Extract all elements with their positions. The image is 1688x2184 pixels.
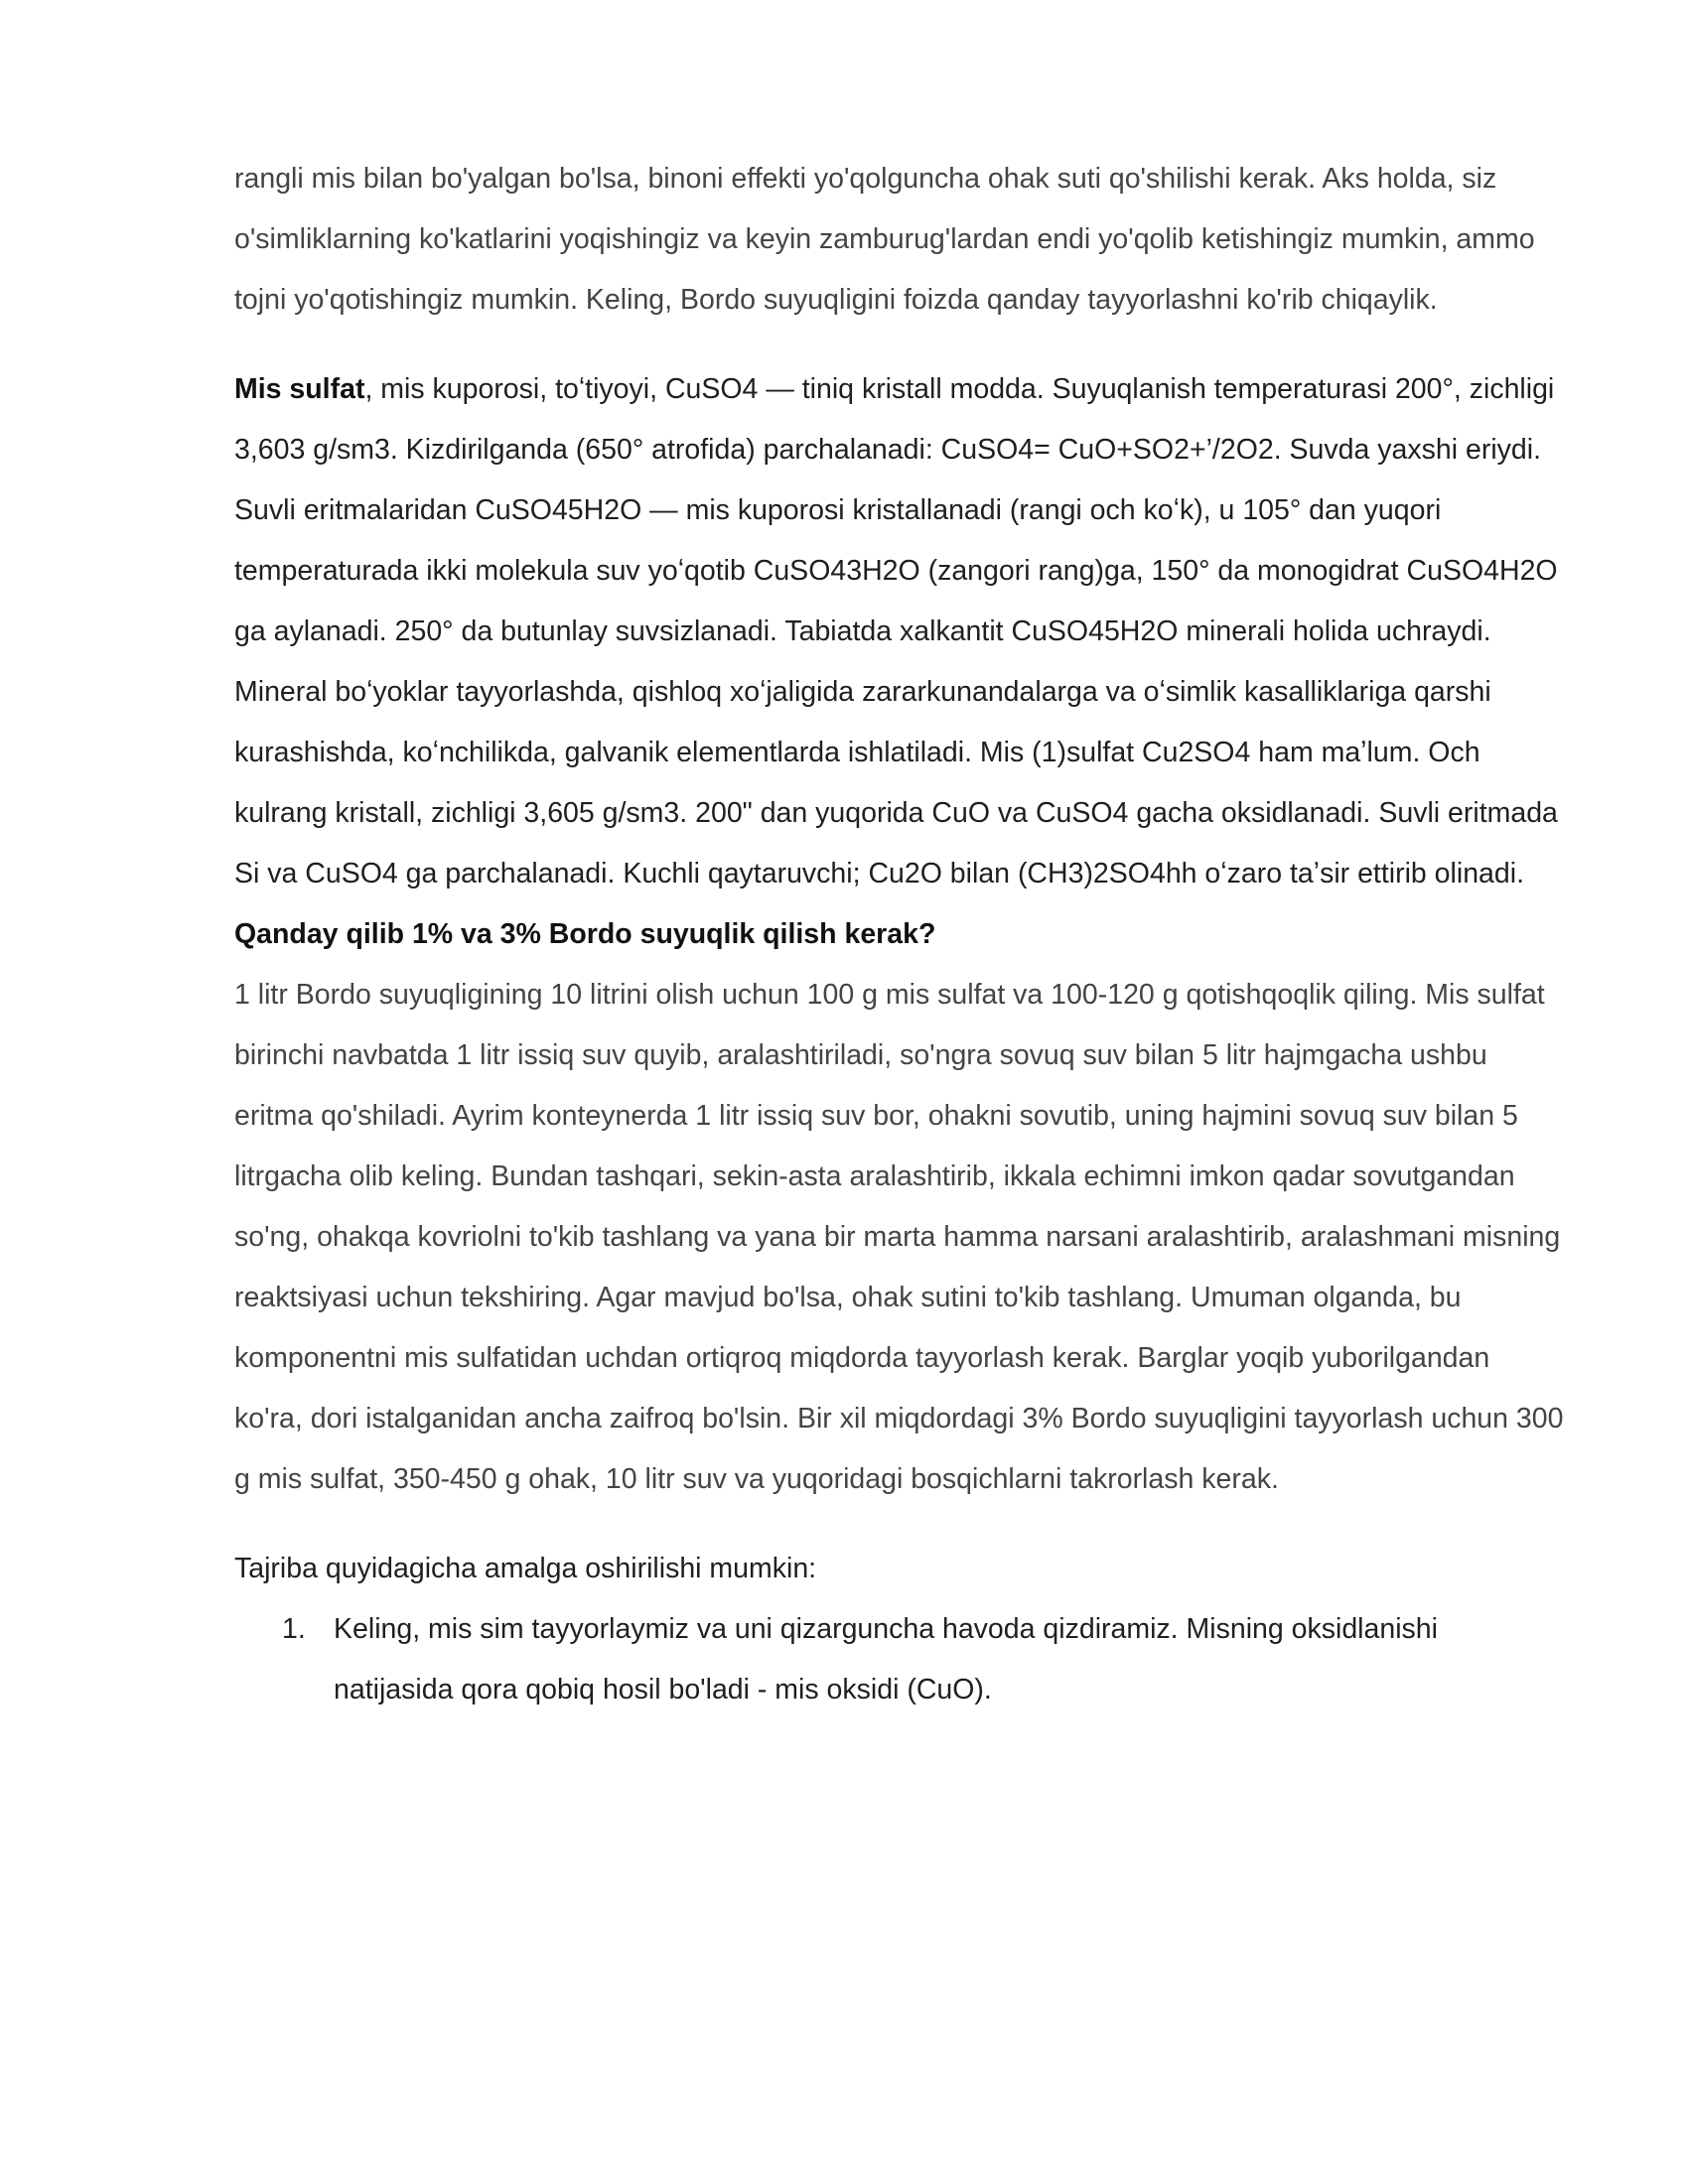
paragraph-instructions: 1 litr Bordo suyuqligining 10 litrini olish uchun 100 g mis sulfat va 100-120 g qotishqoqlik qiling. Mis sulfat birinchi navbatda 1 litr issiq suv quyib, aralashtiriladi, so'ngra sovuq suv bilan 5 litr hajmgacha ushbu eritma qo'shiladi. Ayrim konteynerda 1 litr issiq suv bor, ohakni sovutib, uning hajmini sovuq suv bilan 5 litrgacha olib keling. Bundan tashqari, sekin-asta aralashtirib, ikkala echimni imkon qadar sovutgandan so'ng, ohakqa kovriolni to'kib tashlang va yana bir marta hamma narsani aralashtirib, aralashmani misning reaktsiyasi uchun tekshiring. Agar mavjud bo'lsa, ohak sutini to'kib tashlang. Umuman olganda, bu komponentni mis sulfatidan uchdan ortiqroq miqdorda tayyorlash kerak. Barglar yoqib yuborilgandan ko'ra, dori istalganidan ancha zaifroq bo'lsin. Bir xil miqdordagi 3% Bordo suyuqligini tayyorlash uchun 300 g mis sulfat, 350-450 g ohak, 10 litr suv va yuqoridagi bosqichlarni takrorlash kerak. bbox=[234, 979, 1564, 1495]
section-heading: Qanday qilib 1% va 3% Bordo suyuqlik qilish kerak? bbox=[234, 918, 936, 950]
term-mis-sulfat: Mis sulfat bbox=[234, 373, 365, 405]
paragraph-intro: rangli mis bilan bo'yalgan bo'lsa, binoni effekti yo'qolguncha ohak suti qo'shilishi kerak. Aks holda, siz o'simliklarning ko'katlarini yoqishingiz va keyin zamburug'lardan endi yo'qolib ketishingiz mumkin, ammo tojni yo'qotishingiz mumkin. Keling, Bordo suyuqligini foizda qanday tayyorlashni ko'rib chiqaylik. bbox=[234, 163, 1535, 316]
numbered-list bbox=[234, 1599, 1565, 1720]
list-item-number: 1. bbox=[282, 1613, 306, 1645]
paragraph-mis-sulfat-text: , mis kuporosi, toʻtiyoyi, CuSO4 — tiniq kristall modda. Suyuqlanish temperaturasi 200°, zichligi 3,603 g/sm3. Kizdirilganda (650° atrofida) parchalanadi: CuSO4= CuO+SO2+’/2O2. Suvda yaxshi eriydi. Suvli eritmalaridan CuSO45H2O — mis kuporosi kristallanadi (rangi och koʻk), u 105° dan yuqori temperaturada ikki molekula suv yoʻqotib CuSO43H2O (zangori rang)ga, 150° da monogidrat CuSO4H2O ga aylanadi. 250° da butunlay suvsizlanadi. Tabiatda xalkantit CuSO45H2O minerali holida uchraydi. Mineral boʻyoklar tayyorlashda, qishloq xoʻjaligida zararkunandalarga va oʻsimlik kasalliklariga qarshi kurashishda, koʻnchilikda, galvanik elementlarda ishlatiladi. Mis (1)sulfat Cu2SO4 ham maʼlum. Och kulrang kristall, zichligi 3,605 g/sm3. 200" dan yuqorida CuO va CuSO4 gacha oksidlanadi. Suvli eritmada Si va CuSO4 ga parchalanadi. Kuchli qaytaruvchi; Cu2O bilan (CH3)2SO4hh oʻzaro taʼsir ettirib olinadi. bbox=[234, 373, 1558, 889]
document-page bbox=[234, 149, 1565, 1720]
list-item bbox=[234, 1599, 1565, 1720]
list-item-text: Keling, mis sim tayyorlaymiz va uni qizarguncha havoda qizdiramiz. Misning oksidlanishi natijasida qora qobiq hosil bo'ladi - mis oksidi (CuO). bbox=[334, 1613, 1438, 1706]
paragraph-experiment-intro: Tajriba quyidagicha amalga oshirilishi mumkin: bbox=[234, 1553, 817, 1584]
paragraph-mis-sulfat bbox=[234, 359, 1565, 904]
